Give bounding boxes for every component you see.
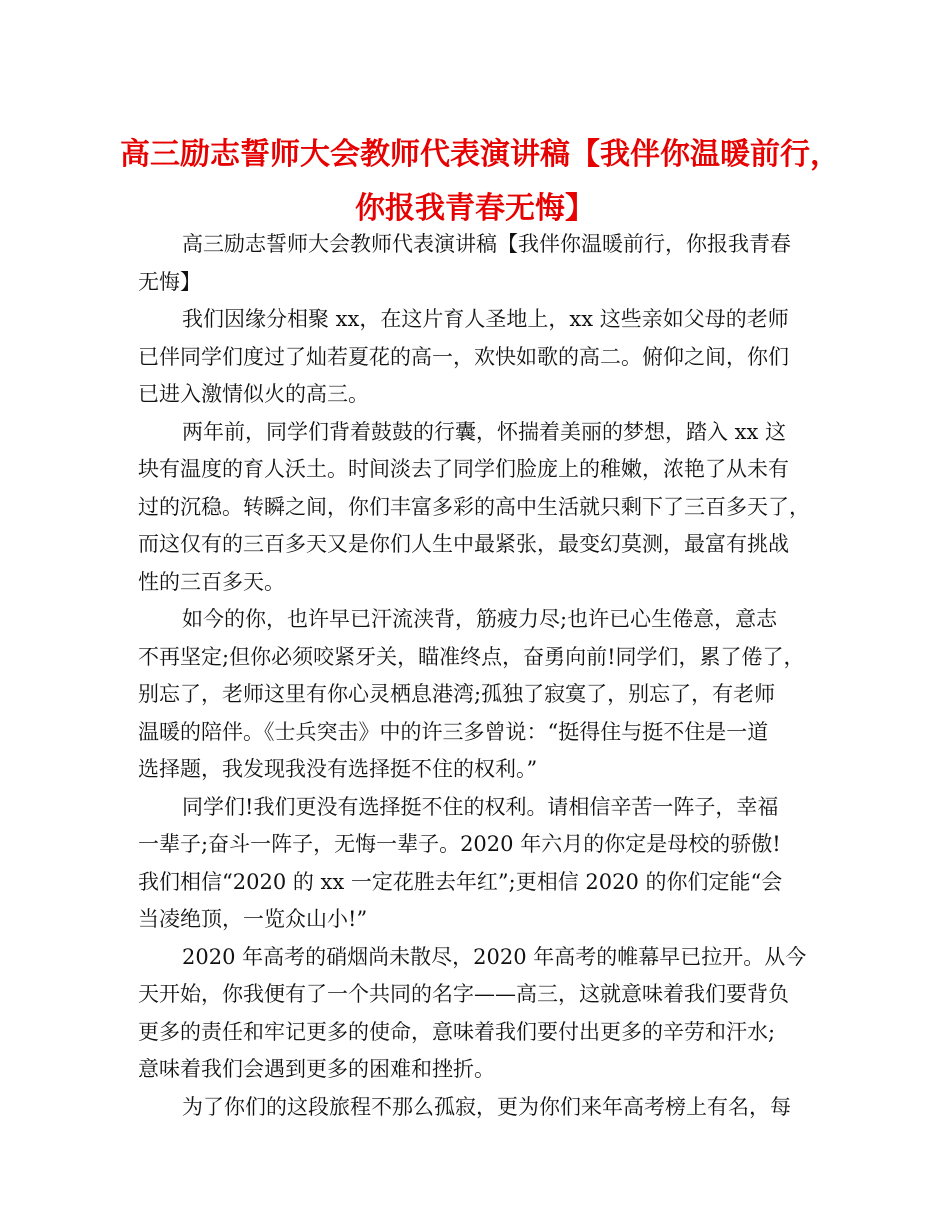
text-line: 天开始，你我便有了一个共同的名字——高三，这就意味着我们要背负 xyxy=(138,982,789,1006)
text-line: 已进入激情似火的高三。 xyxy=(138,382,369,406)
paragraph xyxy=(138,601,818,789)
text-line: 过的沉稳。转瞬之间，你们丰富多彩的高中生活就只剩下了三百多天了， xyxy=(138,494,810,519)
text-line: 两年前，同学们背着鼓鼓的行囊，怀揣着美丽的梦想，踏入 xx 这 xyxy=(182,419,787,444)
text-line: 已伴同学们度过了灿若夏花的高一，欢快如歌的高二。俯仰之间，你们 xyxy=(138,344,789,369)
paragraph xyxy=(138,789,818,939)
paragraph xyxy=(138,414,818,602)
text-line: 一辈子;奋斗一阵子，无悔一辈子。2020 年六月的你定是母校的骄傲! xyxy=(138,832,781,856)
paragraph xyxy=(138,301,818,414)
document-title xyxy=(120,128,840,236)
text-line: 选择题，我发现我没有选择挺不住的权利。” xyxy=(138,757,538,781)
text-line: 我们因缘分相聚 xx，在这片育人圣地上，xx 这些亲如父母的老师 xyxy=(182,307,789,331)
title-line: 高三励志誓师大会教师代表演讲稿【我伴你温暖前行， xyxy=(120,137,840,172)
text-line: 别忘了，老师这里有你心灵栖息港湾;孤独了寂寞了，别忘了，有老师 xyxy=(138,682,776,706)
paragraph xyxy=(138,939,818,1089)
text-line: 块有温度的育人沃土。时间淡去了同学们脸庞上的稚嫩，浓艳了从未有 xyxy=(138,457,789,481)
paragraph xyxy=(138,226,818,301)
text-line: 高三励志誓师大会教师代表演讲稿【我伴你温暖前行，你报我青春 xyxy=(182,232,791,256)
text-line: 为了你们的这段旅程不那么孤寂，更为你们来年高考榜上有名，每 xyxy=(182,1094,791,1119)
paragraph xyxy=(138,1089,818,1127)
text-line: 无悔】 xyxy=(138,269,201,294)
document-body xyxy=(138,226,818,1126)
title-line: 你报我青春无悔】 xyxy=(355,191,595,226)
text-line: 不再坚定;但你必须咬紧牙关，瞄准终点，奋勇向前!同学们，累了倦了， xyxy=(138,644,805,669)
text-line: 意味着我们会遇到更多的困难和挫折。 xyxy=(138,1057,495,1081)
text-line: 我们相信“2020 的 xx 一定花胜去年红”;更相信 2020 的你们定能“会 xyxy=(138,869,783,894)
text-line: 更多的责任和牢记更多的使命，意味着我们要付出更多的辛劳和汗水; xyxy=(138,1019,776,1044)
text-line: 而这仅有的三百多天又是你们人生中最紧张，最变幻莫测，最富有挑战 xyxy=(138,532,789,556)
text-line: 同学们!我们更没有选择挺不住的权利。请相信辛苦一阵子，幸福 xyxy=(182,794,779,819)
text-line: 如今的你，也许早已汗流浃背，筋疲力尽;也许已心生倦意，意志 xyxy=(182,607,778,631)
text-line: 当凌绝顶，一览众山小!” xyxy=(138,907,368,931)
text-line: 温暖的陪伴。《士兵突击》中的许三多曾说：“挺得住与挺不住是一道 xyxy=(138,719,769,744)
text-line: 性的三百多天。 xyxy=(138,569,285,594)
text-line: 2020 年高考的硝烟尚未散尽，2020 年高考的帷幕早已拉开。从今 xyxy=(182,944,807,969)
